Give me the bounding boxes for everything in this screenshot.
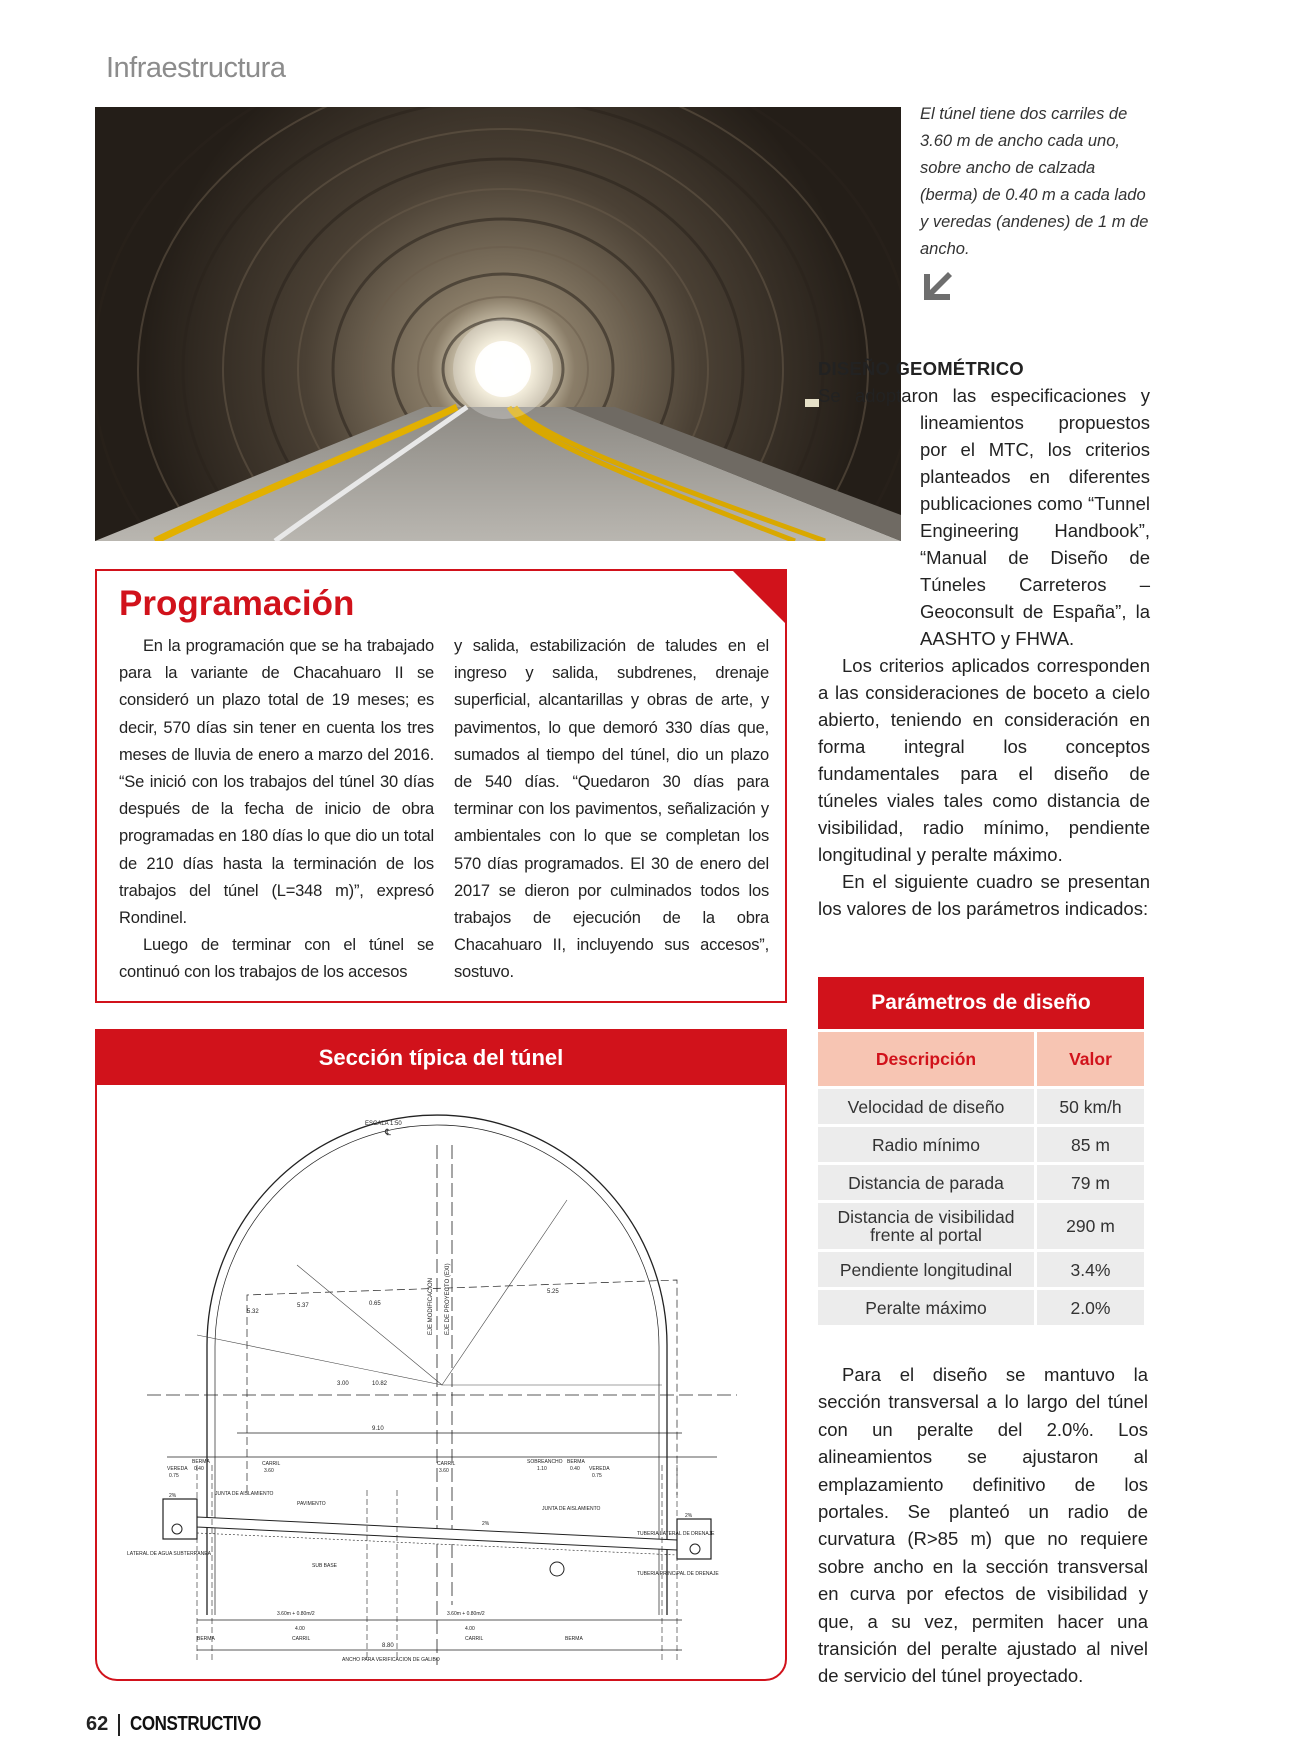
programacion-box bbox=[95, 569, 787, 1003]
diseno-paragraph-3: En el siguiente cuadro se presentan los valores de los parámetros indicados: bbox=[818, 871, 1150, 919]
sub-base-label: SUB BASE bbox=[312, 1563, 338, 1569]
table-row bbox=[818, 1127, 1144, 1162]
seccion-title: Sección típica del túnel bbox=[97, 1031, 785, 1085]
vereda-right-value: 0.75 bbox=[592, 1473, 602, 1479]
tuberia-principal-label: TUBERIA PRINCIPAL DE DRENAJE bbox=[637, 1571, 719, 1577]
parametros-title: Parámetros de diseño bbox=[818, 977, 1144, 1029]
row-value: 3.4% bbox=[1037, 1252, 1144, 1287]
tunnel-photo bbox=[95, 107, 901, 541]
page-footer bbox=[86, 1713, 284, 1736]
pavimento-label: PAVIMENTO bbox=[297, 1501, 326, 1507]
radius-532-label: 5.32 bbox=[247, 1309, 259, 1315]
vereda-left-value: 0.75 bbox=[169, 1473, 179, 1479]
corner-triangle bbox=[731, 569, 787, 625]
sobreancho-label: SOBREANCHO bbox=[527, 1459, 563, 1465]
dim-300-label: 3.00 bbox=[337, 1381, 349, 1387]
bottom-berma-left: BERMA bbox=[197, 1636, 215, 1642]
carril-right-label: CARRIL bbox=[437, 1461, 456, 1467]
row-value: 79 m bbox=[1037, 1165, 1144, 1200]
escala-label: ESCALA 1:50 bbox=[365, 1121, 402, 1127]
seccion-box bbox=[95, 1029, 787, 1681]
lateral-agua-label: LATERAL DE AGUA SUBTERRANEA bbox=[127, 1551, 211, 1557]
slope-right-label: 2% bbox=[685, 1513, 693, 1519]
col-descripcion-header: Descripción bbox=[818, 1032, 1034, 1086]
programacion-paragraph-1: En la programación que se ha trabajado para la variante de Chacahuaro II se consideró un plazo total de 19 meses; es decir, 570 días sin tener en cuenta los tres meses de lluvia de enero a marzo del 2016. “Se inició con los trabajos del túnel 30 días después de la fecha de inicio de obra programadas en 180 días lo que dio un total de 210 días hasta la terminación de los trabajos del túnel (L=348 m)”, expresó Rondinel. bbox=[119, 637, 434, 928]
row-desc: Radio mínimo bbox=[818, 1127, 1034, 1162]
tuberia-lateral-label: TUBERIA LATERAL DE DRENAJE bbox=[637, 1531, 715, 1537]
dim-910-label: 9.10 bbox=[372, 1426, 384, 1432]
diseno-paragraph-2: Los criterios aplicados corresponden a las consideraciones de boceto a cielo abierto, teniendo en consideración en forma integral los conceptos fundamentales para el diseño de túneles viales tales como distancia de visibilidad, radio mínimo, pendiente longitudinal y peralte máximo. bbox=[818, 655, 1150, 865]
bottom-berma-right: BERMA bbox=[565, 1636, 583, 1642]
table-row bbox=[818, 1089, 1144, 1124]
dim-065-label: 0.65 bbox=[369, 1301, 381, 1307]
section-label: Infraestructura bbox=[106, 52, 286, 84]
vereda-left-label: VEREDA bbox=[167, 1466, 188, 1472]
lane-right-total: 4.00 bbox=[465, 1626, 475, 1632]
row-value: 2.0% bbox=[1037, 1290, 1144, 1325]
programacion-paragraph-2a: Luego de terminar con el túnel se continuó con los trabajos de los accesos bbox=[119, 936, 434, 982]
row-desc: Distancia de visibilidad frente al portal bbox=[818, 1203, 1034, 1249]
programacion-paragraph-2b: y salida, estabilización de taludes en el ingreso y salida, subdrenes, drenaje superficial, alcantarillas y obras de arte, y pavimentos, lo que demoró 330 días que, sumados al tiempo del túnel, dio un plazo de 540 días. “Quedaron 30 días para terminar con los pavimentos, señalización y ambientales con lo que se completan los 570 días programados. El 30 de enero del 2017 se dieron por culminados todos los trabajos de ejecución de la obra Chacahuaro II, incluyendo sus accesos”, sostuvo. bbox=[454, 637, 769, 982]
berma-left-value: 0.40 bbox=[194, 1466, 204, 1472]
lane-right-formula: 3.60m + 0.80m/2 bbox=[447, 1611, 485, 1617]
sobreancho-value: 1.10 bbox=[537, 1466, 547, 1472]
col-valor-header: Valor bbox=[1037, 1032, 1144, 1086]
eje-modificacion-label: EJE MODIFICACION bbox=[428, 1277, 434, 1335]
table-row bbox=[818, 1290, 1144, 1325]
row-value: 290 m bbox=[1037, 1203, 1144, 1249]
row-desc: Velocidad de diseño bbox=[818, 1089, 1034, 1124]
parametros-header-row bbox=[818, 1032, 1144, 1086]
radius-525-label: 5.25 bbox=[547, 1289, 559, 1295]
radius-537-label: 5.37 bbox=[297, 1303, 309, 1309]
dim-1082-label: 10.82 bbox=[372, 1381, 388, 1387]
lane-left-total: 4.00 bbox=[295, 1626, 305, 1632]
row-desc: Pendiente longitudinal bbox=[818, 1252, 1034, 1287]
vereda-right-label: VEREDA bbox=[589, 1466, 610, 1472]
table-row bbox=[818, 1203, 1144, 1249]
row-desc: Distancia de parada bbox=[818, 1165, 1034, 1200]
brand-logo: CONSTRUCTIVO bbox=[130, 1713, 262, 1735]
berma-right-label: BERMA bbox=[567, 1459, 585, 1465]
carril-left-value: 3.60 bbox=[264, 1468, 274, 1474]
diseno-paragraph-1: Se adoptaron las especificaciones y lineamientos propuestos por el MTC, los criterios planteados en diferentes publicaciones como “Tunnel Engineering Handbook”, “Manual de Diseño de Túneles Carreteros – Geoconsult de España”, la AASHTO y FHWA. bbox=[818, 385, 1150, 649]
photo-caption: El túnel tiene dos carriles de 3.60 m de ancho cada uno, sobre ancho de calzada (berma) de 0.40 m a cada lado y veredas (andenes) de 1 m de ancho. bbox=[920, 105, 1149, 258]
arrow-down-left-icon bbox=[920, 270, 954, 304]
total-width-value: 8.80 bbox=[382, 1643, 394, 1649]
junta-left-label: JUNTA DE AISLAMIENTO bbox=[215, 1491, 274, 1497]
programacion-col-1 bbox=[119, 633, 434, 987]
bottom-carril-right: CARRIL bbox=[465, 1636, 484, 1642]
berma-left-label: BERMA bbox=[192, 1459, 210, 1465]
tunnel-cross-section-drawing bbox=[97, 1085, 787, 1680]
junta-right-label: JUNTA DE AISLAMIENTO bbox=[542, 1506, 601, 1512]
diseno-column bbox=[818, 355, 1150, 652]
diseno-continued bbox=[818, 652, 1150, 922]
total-width-label: ANCHO PARA VERIFICACION DE GALIBO bbox=[342, 1657, 440, 1663]
footer-divider bbox=[118, 1714, 120, 1736]
row-value: 50 km/h bbox=[1037, 1089, 1144, 1124]
page-number: 62 bbox=[86, 1713, 109, 1735]
bottom-text bbox=[818, 1361, 1148, 1690]
carril-left-label: CARRIL bbox=[262, 1461, 281, 1467]
row-value: 85 m bbox=[1037, 1127, 1144, 1162]
bottom-paragraph: Para el diseño se mantuvo la sección transversal a lo largo del túnel con un peralte del 2.0%. Los alineamientos se ajustaron al emplazamiento definitivo de los portales. Se planteó un radio de curvatura (R>85 m) que no requiere sobre ancho en la sección transversal en curva por efectos de visibilidad y que, a su vez, permiten hacer una transición del peralte ajustado al nivel de servicio del túnel proyectado. bbox=[818, 1364, 1148, 1687]
eje-proyecto-label: EJE DE PROYECTO (EXI) bbox=[445, 1263, 451, 1335]
slope-left-label: 2% bbox=[169, 1493, 177, 1499]
slope-center-label: 2% bbox=[482, 1521, 490, 1527]
diseno-heading: DISEÑO GEOMÉTRICO bbox=[818, 358, 1024, 379]
row-desc: Peralte máximo bbox=[818, 1290, 1034, 1325]
berma-right-value: 0.40 bbox=[570, 1466, 580, 1472]
carril-right-value: 3.60 bbox=[439, 1468, 449, 1474]
parametros-table bbox=[818, 977, 1144, 1325]
table-row bbox=[818, 1252, 1144, 1287]
centerline-symbol: ℄ bbox=[385, 1127, 391, 1137]
programacion-col-2 bbox=[454, 633, 769, 987]
table-row bbox=[818, 1165, 1144, 1200]
programacion-title: Programación bbox=[119, 584, 355, 623]
lane-left-formula: 3.60m + 0.80m/2 bbox=[277, 1611, 315, 1617]
bottom-carril-left: CARRIL bbox=[292, 1636, 311, 1642]
